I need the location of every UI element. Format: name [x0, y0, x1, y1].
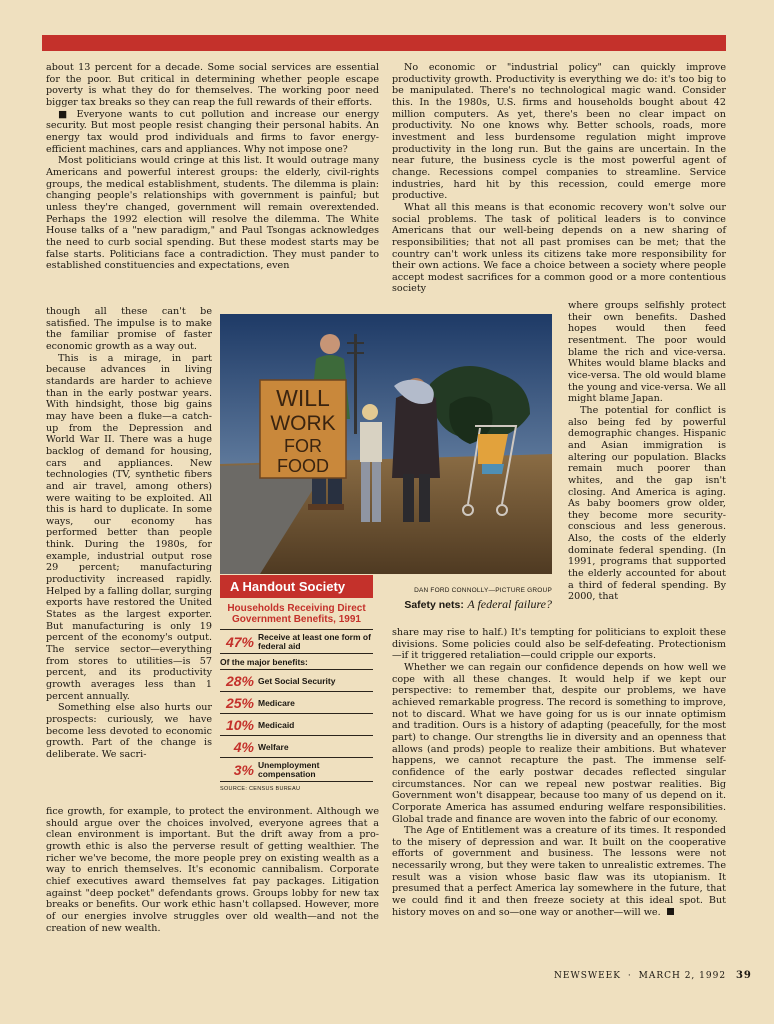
- photo-credit: DAN FORD CONNOLLY—PICTURE GROUP: [414, 587, 552, 594]
- photo-caption: [380, 597, 552, 612]
- article-paragraph: The potential for conflict is also being fed by powerful demographic changes. Hispanic and Asian immigration is altering our population. Blacks remain much poorer than whites, and the gap isn't closing. And America is aging. As baby boomers grow older, they become more security-conscious and less generous. Also, the costs of the elderly dominate federal spending. (In 1991, programs that supported the elderly accounted for about a third of federal spending. By 2000, that: [568, 404, 726, 603]
- stat-label: Medicare: [258, 697, 295, 708]
- stats-subtitle-line1: Households Receiving Direct: [227, 603, 366, 614]
- article-paragraph: where groups selfishly protect their own benefits. Dashed hopes would then feed resentment. The poor would blame the rich and vice-versa. Whites would blame blacks and vice-versa. The old would blame the young and vice-versa. We all might blame Japan.: [568, 300, 726, 405]
- article-column-left-middle: [46, 306, 212, 761]
- article-paragraph: Whether we can regain our confidence depends on how well we cope with all these changes. It would help if we kept our perspective: to remember that, despite our problems, we have achieved remarkable progress. The record is something to improve, not to discard. What we have going for us is our innate optimism and tradition. Ours is a history of adapting (peacefully, for the most part) to change. Our strengths lie in diversity and an openness that allows (and prods) people to realize their ambitions. But whatever happens, we cannot recapture the past. The immense self-confidence of the early postwar decades reflected singular circumstances. Nor can we repeal new postwar realities. Big Government won't disappear, because too many of us depend on it. Corporate America has assumed enduring welfare responsibilities. Global trade and finance are woven into the fabric of our economy.: [392, 661, 726, 825]
- article-paragraph: about 13 percent for a decade. Some social services are essential for the poor. But critical in determining whether people escape poverty is what they do for themselves. The working poor need bigger tax breaks so they can reap the full rewards of their efforts.: [46, 62, 379, 108]
- stat-row: [220, 691, 373, 713]
- article-paragraph: No economic or "industrial policy" can quickly improve productivity growth. Productivity is everything we do: it's too big to be manipulated. There's no technological magic wand. Consider this. In the 1980s, U.S. firms and households bought about 42 million computers. As yet, there's been no clear impact on productivity. No one knows why. Better schools, roads, more investment and less burdensome regulation might improve productivity in the long run. But the gains are uncertain. In the near future, the business cycle is the most powerful agent of change. Recessions compel companies to streamline. Service industries, hard hit by this recession, could emerge more productive.: [392, 62, 726, 202]
- stats-source: SOURCE: CENSUS BUREAU: [220, 781, 373, 792]
- stat-percent: 47%: [225, 634, 254, 650]
- stat-percent: 28%: [225, 673, 254, 689]
- article-paragraph: Something else also hurts our prospects: curiously, we have become less devoted to economic growth. Part of the change is deliberate. We sacri-: [46, 702, 212, 760]
- sign-line-4: FOOD: [277, 456, 329, 476]
- article-column-right-top: [392, 62, 726, 295]
- stats-subtitle-line2: Government Benefits, 1991: [232, 614, 361, 625]
- issue-date: MARCH 2, 1992: [638, 971, 727, 981]
- stat-row: [220, 669, 373, 691]
- stat-percent: 25%: [225, 695, 254, 711]
- stat-row: [220, 757, 373, 781]
- stat-percent: 4%: [233, 739, 254, 755]
- stats-subtitle: [220, 603, 373, 625]
- stat-percent: 10%: [225, 717, 254, 733]
- stat-row-any-aid: [220, 629, 373, 653]
- article-column-right-middle: [568, 300, 726, 603]
- sign-line-2: WORK: [270, 412, 336, 435]
- article-paragraph: This is a mirage, in part because advances in living standards are harder to achieve than in the early postwar years. With hindsight, those big gains may have been a fluke—a catch-up from the Depression and World War II. There was a huge backlog of demand for housing, cars and appliances. New technologies (TV, synthetic fibers and air travel, among others) were waiting to be exploited. All this is hard to duplicate. In some ways, our economy has performed better than people think. During the 1980s, for example, industrial output rose 29 percent; manufacturing productivity increased rapidly. Helped by a falling dollar, surging exports have restored the United States as the largest exporter. But manufacturing is only 19 percent of the economy's output. The service sector—everything from stores to utilities—is 57 percent, and its productivity growth averages less than 1 percent annually.: [46, 352, 212, 702]
- stats-title: A Handout Society: [220, 575, 373, 598]
- stats-section-head: Of the major benefits:: [220, 653, 373, 669]
- article-paragraph: What all this means is that economic recovery won't solve our social problems. The task of political leaders is to convince Americans that our well-being depends on a new sharing of responsibilities; that not all past promises can be met; that the country can't work unless its citizens take more responsibility for their own actions. We face a choice between a society where people accept modest sacrifices for a common good or a more contentious society: [392, 201, 726, 295]
- stat-row: [220, 713, 373, 735]
- article-paragraph: though all these can't be satisfied. The impulse is to make the familiar promise of faster economic growth as a way out.: [46, 306, 212, 352]
- top-red-rule: [42, 35, 726, 51]
- handout-society-box: [220, 575, 373, 792]
- sign-line-3: FOR: [284, 436, 322, 456]
- stat-label: Medicaid: [258, 719, 295, 730]
- article-paragraph: ■ Everyone wants to cut pollution and increase our energy security. But most people resist changing their personal habits. An energy tax would prod individuals and firms to favor energy-efficient machines, cars and appliances. Why not impose one?: [46, 108, 379, 155]
- stat-label: Welfare: [258, 741, 289, 752]
- article-column-left-bottom: [46, 806, 379, 934]
- article-paragraph: The Age of Entitlement was a creature of its times. It responded to the misery of depression and war. It built on the cooperative efforts of government and business. The lessons were not necessarily wrong, but they were taken to unrealistic extremes. The result was a vision whose basic flaw was its utopianism. It presumed that a perfect America lay somewhere in the future, that we could find it and then freeze society at this ideal spot. But history moves on and so—one way or another—will we.: [392, 825, 726, 918]
- publication-name: NEWSWEEK: [554, 971, 621, 981]
- sign-line-1: WILL: [276, 385, 330, 411]
- end-of-article-mark: [667, 908, 674, 915]
- article-column-right-bottom: [392, 627, 726, 918]
- stat-row: [220, 735, 373, 757]
- article-paragraph: Most politicians would cringe at this list. It would outrage many Americans and powerful interest groups: the elderly, civil-rights groups, the medical establishment, students. The dilemma is plain: changing people's relationships with government is painful; but unless they're changed, government will remain overextended. Perhaps the 1992 election will resolve the dilemma. The White House talks of a "new paradigm," and Paul Tsongas acknowledges the need to curb social spending. But these modest starts may be false starts. Politicians face a contradiction. They must pander to established constituencies and expectations, even: [46, 155, 379, 272]
- caption-bold: Safety nets:: [404, 599, 464, 611]
- stat-label: Get Social Security: [258, 675, 336, 686]
- stat-label: Unemployment compensation: [258, 760, 320, 779]
- article-paragraph: share may rise to half.) It's tempting for politicians to exploit these divisions. Some policies could also be self-defeating. Protectionism—if it triggered retaliation—could cripple our exports.: [392, 627, 726, 662]
- stat-label: Receive at least one form of federal aid: [258, 632, 371, 651]
- article-column-left-top: [46, 62, 379, 272]
- stat-percent: 3%: [233, 762, 254, 778]
- article-paragraph: fice growth, for example, to protect the environment. Although we should argue over the choices involved, everyone agrees that a clean environment is important. But the drift away from a pro-growth ethic is also the perverse result of getting wealthier. The richer we've become, the more people prey on existing wealth as a way to enrich themselves. It's economic cannibalism. Corporate chief executives award themselves fat pay packages. Litigation against "deep pocket" defendants grows. Groups lobby for new tax breaks or benefits. Our work ethic hasn't collapsed. However, more of our energies involve struggles over old wealth—and not the creation of new wealth.: [46, 806, 379, 934]
- page-number: 39: [735, 970, 752, 981]
- page-footer: NEWSWEEK · MARCH 2, 1992 39: [554, 970, 752, 981]
- caption-italic: A federal failure?: [467, 597, 552, 611]
- news-photo: [220, 314, 552, 574]
